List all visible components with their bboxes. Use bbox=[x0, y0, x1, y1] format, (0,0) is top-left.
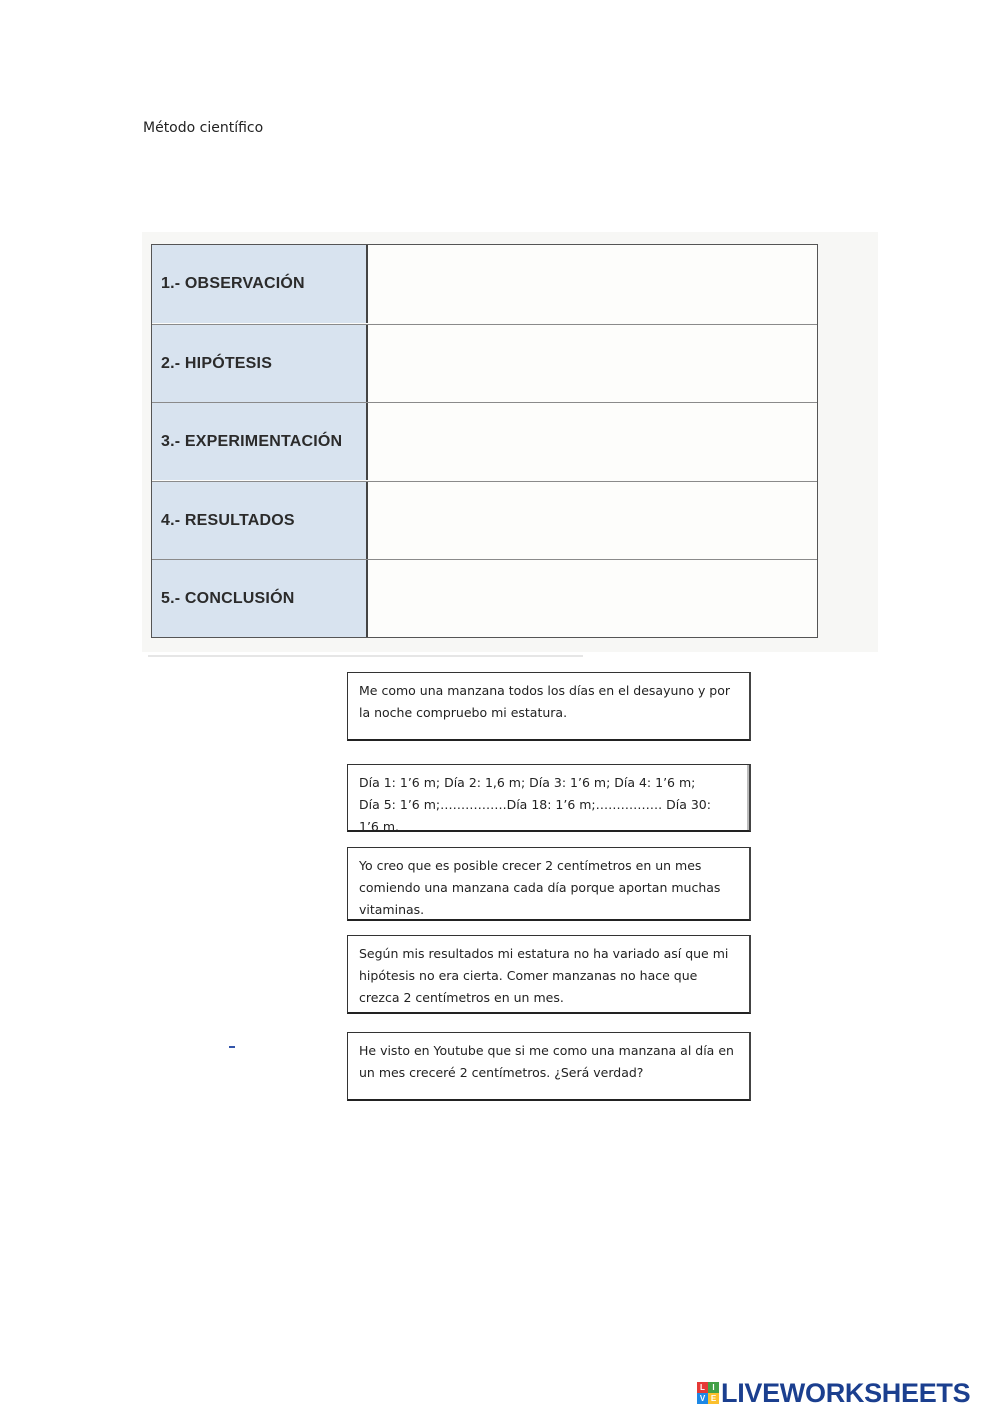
logo-badge-icon bbox=[697, 1382, 719, 1404]
draggable-card-1[interactable] bbox=[347, 672, 751, 741]
step-row-conclusion bbox=[152, 559, 817, 637]
logo-text: LIVEWORKSHEETS bbox=[721, 1377, 971, 1408]
step-label: 5.- CONCLUSIÓN bbox=[152, 560, 368, 637]
answer-drop-zone-hipotesis[interactable] bbox=[368, 325, 817, 402]
answer-drop-zone-experimentacion[interactable] bbox=[368, 403, 817, 480]
card-text: Según mis resultados mi estatura no ha variado así que mi hipótesis no era cierta. Comer manzanas no hace que crezca 2 centímetros en un mes. bbox=[359, 946, 729, 1005]
draggable-card-3[interactable] bbox=[347, 847, 751, 921]
logo-badge-letter: V bbox=[697, 1393, 708, 1404]
card-text: Yo creo que es posible crecer 2 centímetros en un mes comiendo una manzana cada día porque aportan muchas vitaminas. bbox=[359, 858, 721, 917]
scientific-method-table bbox=[151, 244, 818, 638]
step-row-observacion bbox=[152, 245, 817, 323]
logo-badge-letter: I bbox=[708, 1382, 719, 1393]
page-title: Método científico bbox=[143, 120, 264, 136]
divider bbox=[148, 655, 583, 657]
dash-mark bbox=[229, 1046, 235, 1048]
answer-drop-zone-resultados[interactable] bbox=[368, 482, 817, 559]
card-text: He visto en Youtube que si me como una manzana al día en un mes creceré 2 centímetros. ¿Será verdad? bbox=[359, 1043, 734, 1080]
logo-badge-letter: L bbox=[697, 1382, 708, 1393]
answer-drop-zone-observacion[interactable] bbox=[368, 245, 817, 323]
liveworksheets-logo bbox=[697, 1378, 970, 1408]
answer-drop-zone-conclusion[interactable] bbox=[368, 560, 817, 637]
step-label: 3.- EXPERIMENTACIÓN bbox=[152, 403, 368, 480]
card-text: Día 1: 1’6 m; Día 2: 1,6 m; Día 3: 1’6 m; Día 4: 1’6 m; Día 5: 1’6 m;…………….Día 18: 1’6 m;……………. Día 30: 1’6 m. bbox=[359, 775, 711, 834]
step-row-hipotesis bbox=[152, 324, 817, 402]
step-label: 4.- RESULTADOS bbox=[152, 482, 368, 559]
step-row-resultados bbox=[152, 481, 817, 559]
draggable-card-4[interactable] bbox=[347, 935, 751, 1014]
logo-badge-letter: E bbox=[708, 1393, 719, 1404]
draggable-card-5[interactable] bbox=[347, 1032, 751, 1101]
step-label: 1.- OBSERVACIÓN bbox=[152, 245, 368, 323]
draggable-card-2[interactable] bbox=[347, 764, 751, 832]
step-row-experimentacion bbox=[152, 402, 817, 480]
step-label: 2.- HIPÓTESIS bbox=[152, 325, 368, 402]
card-text: Me como una manzana todos los días en el desayuno y por la noche compruebo mi estatura. bbox=[359, 683, 731, 720]
